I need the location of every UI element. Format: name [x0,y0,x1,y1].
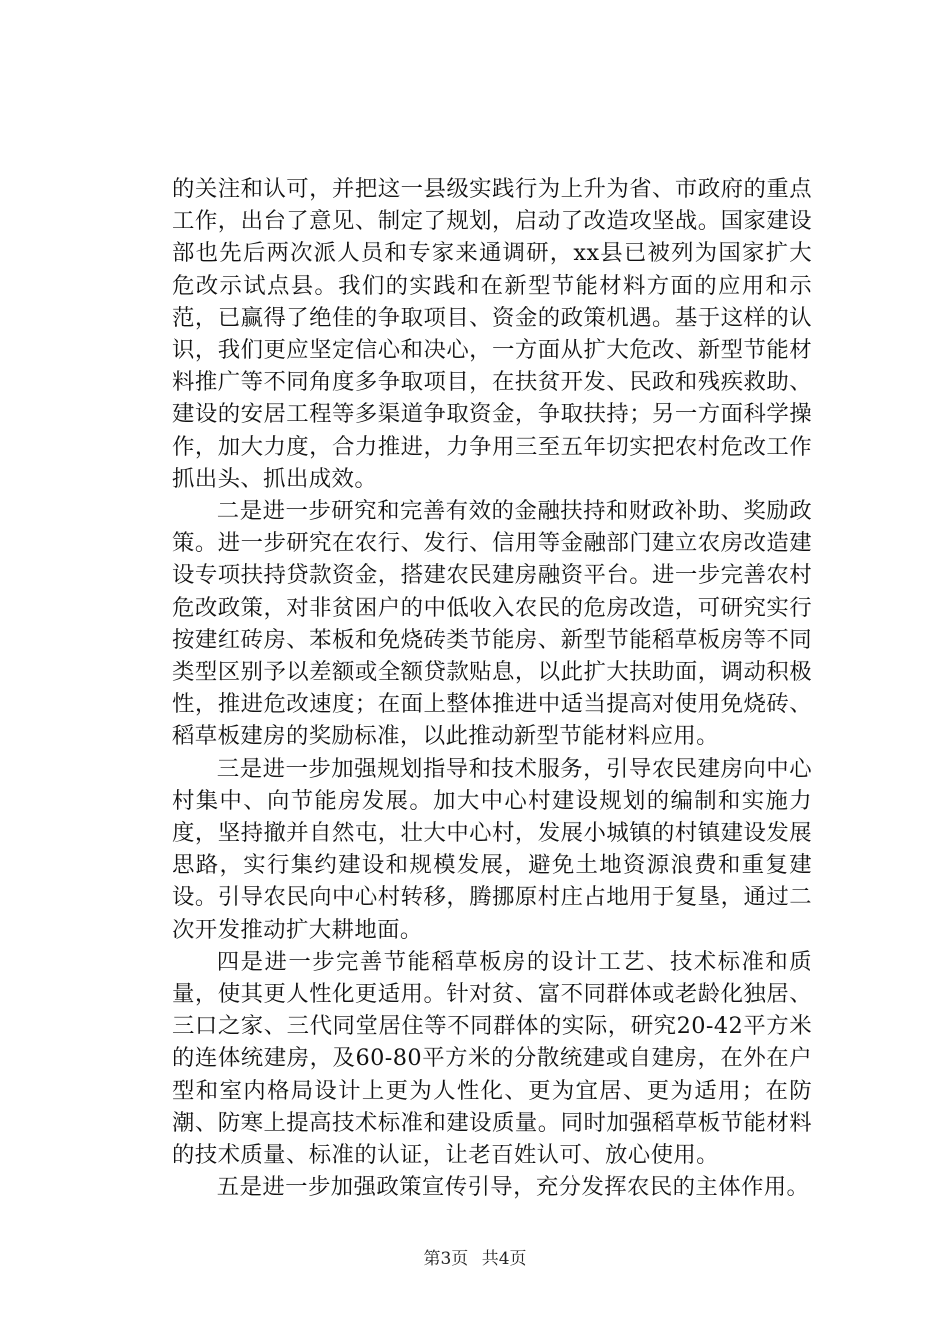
page-total: 共4页 [481,1249,527,1269]
page-number: 第3页 [423,1249,469,1269]
paragraph-5: 五是进一步加强政策宣传引导，充分发挥农民的主体作用。 [216,1174,810,1201]
page-footer [0,1244,950,1269]
paragraph-3: 三是进一步加强规划指导和技术服务，引导农民建房向中心村集中、向节能房发展。加大中心村建设规划的编制和实施力度，坚持撤并自然屯，壮大中心村，发展小城镇的村镇建设发展思路，实行集约建设和规模发展，避免土地资源浪费和重复建设。引导农民向中心村转移，腾挪原村庄占地用于复垦，通过二次开发推动扩大耕地面。 [172,755,812,943]
document-body [172,173,812,1204]
paragraph-4: 四是进一步完善节能稻草板房的设计工艺、技术标准和质量，使其更人性化更适用。针对贫、富不同群体或老龄化独居、三口之家、三代同堂居住等不同群体的实际，研究20-42平方米的连体统建房，及60-80平方米的分散统建或自建房，在外在户型和室内格局设计上更为人性化、更为宜居、更为适用；在防潮、防寒上提高技术标准和建设质量。同时加强稻草板节能材料的技术质量、标准的认证，让老百姓认可、放心使用。 [172,948,812,1169]
paragraph-1: 的关注和认可，并把这一县级实践行为上升为省、市政府的重点工作，出台了意见、制定了规划，启动了改造攻坚战。国家建设部也先后两次派人员和专家来通调研，xx县已被列为国家扩大危改示试点县。我们的实践和在新型节能材料方面的应用和示范，已赢得了绝佳的争取项目、资金的政策机遇。基于这样的认识，我们更应坚定信心和决心，一方面从扩大危改、新型节能材料推广等不同角度多争取项目，在扶贫开发、民政和残疾救助、建设的安居工程等多渠道争取资金，争取扶持；另一方面科学操作，加大力度，合力推进，力争用三至五年切实把农村危改工作抓出头、抓出成效。 [172,176,812,492]
paragraph-2: 二是进一步研究和完善有效的金融扶持和财政补助、奖励政策。进一步研究在农行、发行、信用等金融部门建立农房改造建设专项扶持贷款资金，搭建农民建房融资平台。进一步完善农村危改政策，对非贫困户的中低收入农民的危房改造，可研究实行按建红砖房、苯板和免烧砖类节能房、新型节能稻草板房等不同类型区别予以差额或全额贷款贴息，以此扩大扶助面，调动积极性，推进危改速度；在面上整体推进中适当提高对使用免烧砖、稻草板建房的奖励标准，以此推动新型节能材料应用。 [172,498,812,750]
